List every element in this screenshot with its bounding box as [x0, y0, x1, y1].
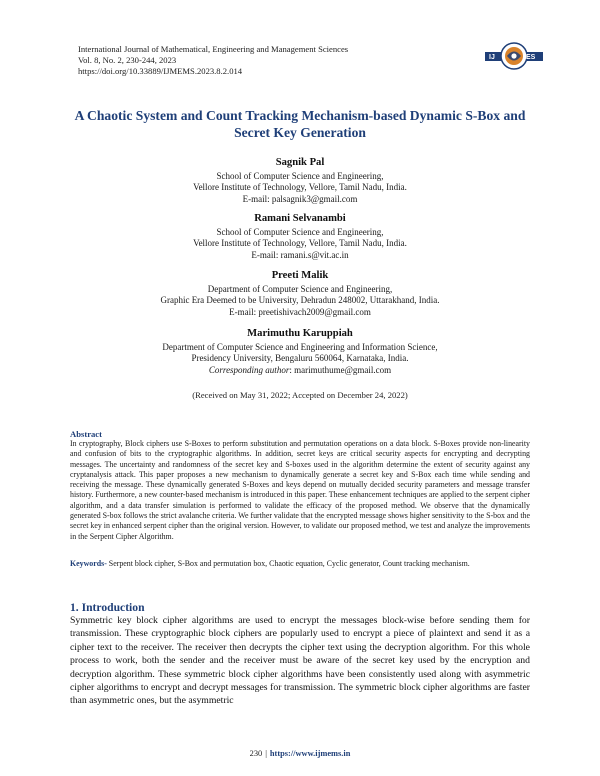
corresponding-label: Corresponding author — [208, 364, 290, 375]
author-email: E-mail: palsagnik3@gmail.com — [242, 193, 358, 204]
author-affiliation: School of Computer Science and Engineering, — [216, 227, 384, 237]
journal-volume: Vol. 8, No. 2, 230-244, 2023 — [78, 55, 177, 65]
author-email: E-mail: ramani.s@vit.ac.in — [251, 249, 349, 260]
page-footer — [0, 749, 600, 758]
author-affiliation: Presidency University, Bengaluru 560064, Karnataka, India. — [191, 353, 409, 364]
page-number: 230 — [249, 749, 263, 758]
footer-separator: | — [265, 749, 267, 758]
author-email: E-mail: preetishivach2009@gmail.com — [229, 306, 371, 317]
author-affiliation: Graphic Era Deemed to be University, Dehradun 248002, Uttarakhand, India. — [160, 295, 440, 306]
journal-doi[interactable]: https://doi.org/10.33889/IJMEMS.2023.8.2.014 — [78, 66, 243, 76]
svg-text:ES: ES — [526, 54, 536, 62]
keywords-text: Serpent block cipher, S-Box and permutation box, Chaotic equation, Cyclic generator, Count tracking mechanism. — [106, 559, 470, 568]
author-affiliation: Department of Computer Science and Engineering and Information Science, — [162, 342, 438, 352]
title-line-2: Secret Key Generation — [234, 125, 366, 140]
abstract-heading: Abstract — [70, 429, 102, 439]
journal-website-link[interactable]: https://www.ijmems.in — [269, 749, 351, 758]
author-block — [60, 212, 540, 261]
author-affiliation: Vellore Institute of Technology, Vellore, Tamil Nadu, India. — [193, 182, 407, 193]
svg-text:IJ: IJ — [489, 54, 495, 62]
author-name: Marimuthu Karuppiah — [247, 328, 353, 339]
title-line-1: A Chaotic System and Count Tracking Mechanism-based Dynamic S-Box and — [74, 108, 526, 123]
introduction-text: Symmetric key block cipher algorithms are used to encrypt the messages block-wise before sending them for transmission. These cryptographic block ciphers are popularly used to encrypt a piece of plaintext and send it as a cipher text to the receiver. The receiver then decrypts the cipher text using the decryption algorithm. For this whole process to work, both the sender and the receiver must be aware of the secret key used by the encryption and decryption algorithm. These symmetric block cipher algorithms have been consistently used along with asymmetric cipher algorithms to encrypt and decrypt messages for transmission. The symmetric block cipher algorithms are faster than asymmetric ones, but the asymmetric — [70, 615, 530, 707]
journal-logo — [485, 41, 543, 71]
author-block — [60, 269, 540, 318]
journal-header — [78, 44, 348, 77]
received-dates: (Received on May 31, 2022; Accepted on December 24, 2022) — [192, 390, 408, 400]
keywords — [70, 559, 530, 569]
author-name: Sagnik Pal — [275, 157, 325, 168]
author-affiliation: Vellore Institute of Technology, Vellore, Tamil Nadu, India. — [193, 238, 407, 249]
author-name: Preeti Malik — [271, 270, 329, 281]
author-block — [60, 156, 540, 205]
abstract-text: In cryptography, Block ciphers use S-Boxes to perform substitution and permutation operations on a data block. S-Boxes provide non-linearity and confusion of bits to the cryptographic algorithms. In addition, secret keys are critical security aspects for encrypting and decrypting messages. The uncertainty and randomness of the secret key and S-boxes used in the algorithm determine the extent of security against any cryptanalysis attack. This paper proposes a new mechanism to dynamically generate a secret key and S-Box each time while sending and receiving the message. These dynamically generated S-Boxes and keys depend on mutually decided security parameters and message transfer history. Furthermore, a new counter-based mechanism is introduced in this paper. These enhancement techniques are applied to the serpent cipher algorithm, and a data transfer simulation is performed to validate the efficacy of the proposed method. We observe that the dynamically generated S-box follows the strict avalanche criteria. We further validate that the encrypted message shows higher sensitivity to the S-box and the secret key in enhanced serpent cipher than the original version. However, to validate our proposed method, we test and analyze the improvements in the Serpent Cipher Algorithm. — [70, 439, 530, 541]
paper-title — [60, 107, 540, 141]
author-affiliation: Department of Computer Science and Engineering, — [207, 284, 393, 294]
corresponding-email: : marimuthume@gmail.com — [289, 364, 392, 375]
journal-name: International Journal of Mathematical, Engineering and Management Sciences — [78, 44, 349, 54]
author-name: Ramani Selvanambi — [254, 213, 346, 224]
keywords-label: Keywords- — [70, 559, 107, 568]
section-heading: 1. Introduction — [70, 601, 145, 614]
corresponding-author — [60, 365, 540, 376]
author-block — [60, 327, 540, 376]
author-affiliation: School of Computer Science and Engineering, — [216, 171, 384, 181]
